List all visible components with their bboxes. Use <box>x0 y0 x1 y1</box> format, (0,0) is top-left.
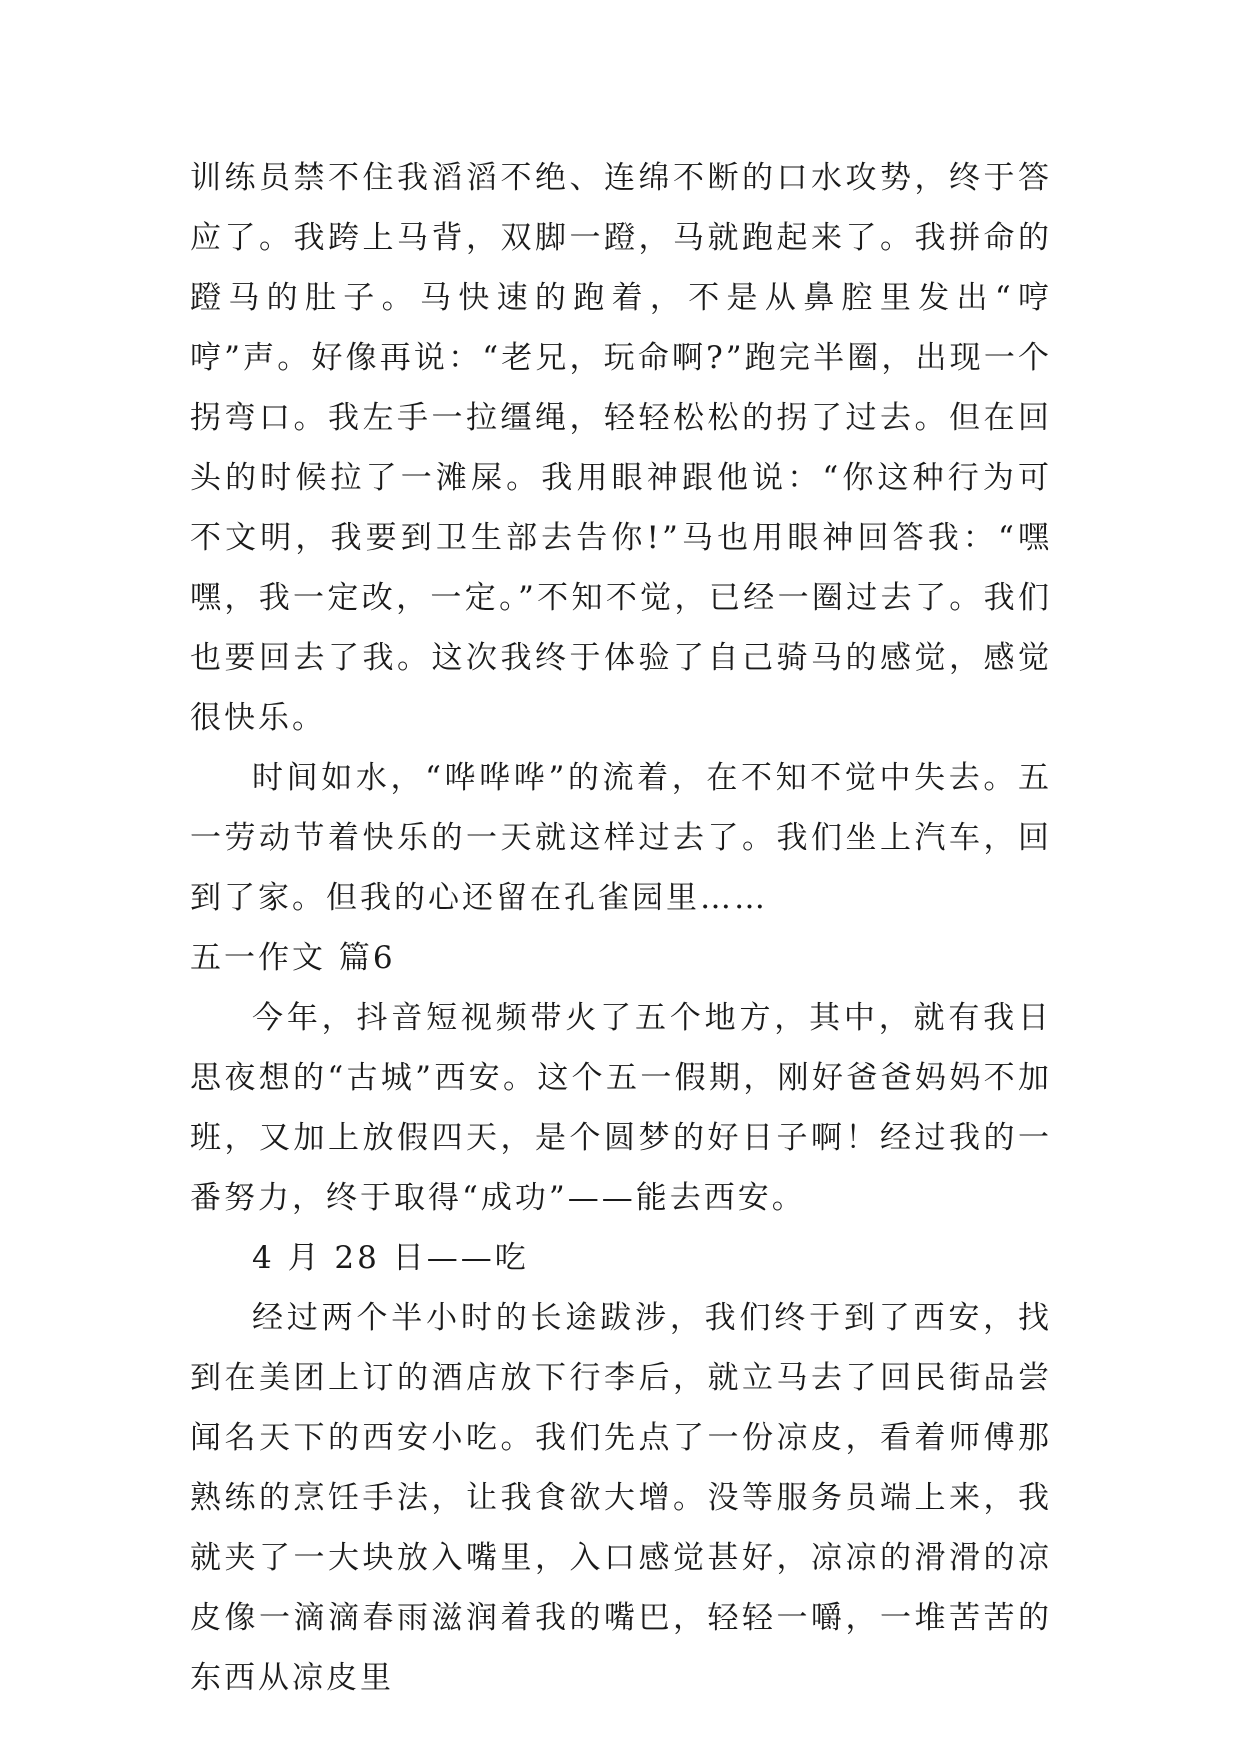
paragraph-horse-riding: 训练员禁不住我滔滔不绝、连绵不断的口水攻势，终于答应了。我跨上马背，双脚一蹬，马就跑起来了。我拼命的蹬马的肚子。马快速的跑着，不是从鼻腔里发出“哼哼”声。好像再说：“老兄，玩命啊?”跑完半圈，出现一个拐弯口。我左手一拉缰绳，轻轻松松的拐了过去。但在回头的时候拉了一滩屎。我用眼神跟他说：“你这种行为可不文明，我要到卫生部去告你!”马也用眼神回答我：“嘿嘿，我一定改，一定。”不知不觉，已经一圈过去了。我们也要回去了我。这次我终于体验了自己骑马的感觉，感觉很快乐。 <box>190 160 1052 736</box>
section-heading: 五一作文 篇6 <box>190 940 396 976</box>
paragraph-time-passes: 时间如水，“哗哗哗”的流着，在不知不觉中失去。五一劳动节着快乐的一天就这样过去了。我们坐上汽车，回到了家。但我的心还留在孔雀园里…… <box>190 760 1052 916</box>
paragraph-liangpi: 经过两个半小时的长途跋涉，我们终于到了西安，找到在美团上订的酒店放下行李后，就立马去了回民街品尝闻名天下的西安小吃。我们先点了一份凉皮，看着师傅那熟练的烹饪手法，让我食欲大增。没等服务员端上来，我就夹了一大块放入嘴里，入口感觉甚好，凉凉的滑滑的凉皮像一滴滴春雨滋润着我的嘴巴，轻轻一嚼，一堆苦苦的东西从凉皮里 <box>190 1300 1052 1696</box>
paragraph-date-heading: 4 月 28 日——吃 <box>252 1240 529 1276</box>
document-page <box>190 148 1052 1708</box>
paragraph-xian-intro: 今年，抖音短视频带火了五个地方，其中，就有我日思夜想的“古城”西安。这个五一假期，刚好爸爸妈妈不加班，又加上放假四天，是个圆梦的好日子啊！经过我的一番努力，终于取得“成功”——能去西安。 <box>190 1000 1052 1216</box>
